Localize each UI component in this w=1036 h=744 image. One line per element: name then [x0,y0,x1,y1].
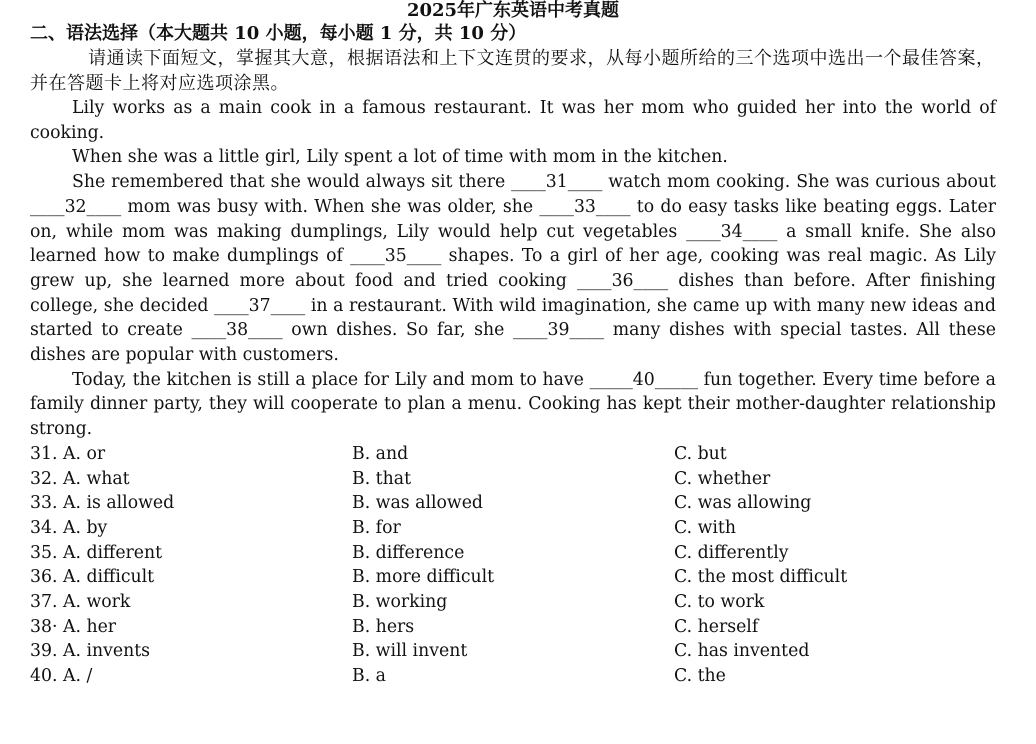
passage-text: She remembered that she would always sit there [72,172,512,193]
option-c: C. differently [674,542,789,563]
passage-text: in a restaurant. With wild imagination, she came up with many new ideas and started to create [30,295,996,341]
blank-35: ____35____ [350,246,442,267]
question-number: 33. [30,493,63,514]
passage-text: own dishes. So far, she [282,320,513,341]
option-c: C. but [674,443,727,464]
blank-34: ____34____ [686,221,778,242]
option-c: C. with [674,517,736,538]
passage-paragraph-2: When she was a little girl, Lily spent a lot of time with mom in the kitchen. [72,147,728,168]
question-number: 36. [30,567,63,588]
option-c: C. has invented [674,641,810,662]
question-row [30,467,996,492]
passage-text: Today, the kitchen is still a place for Lily and mom to have [72,369,590,390]
option-c: C. the [674,666,726,687]
passage-paragraph-4 [30,368,996,442]
passage-text: to do easy tasks like beating eggs. Later on, while mom was making dumplings, Lily would help cut vegetables [30,196,996,242]
question-row [30,590,996,615]
passage-paragraph-1: Lily works as a main cook in a famous restaurant. It was her mom who guided her into the world of cooking. [30,98,996,143]
passage-text: mom was busy with. When she was older, she [121,196,540,217]
option-b: B. for [352,517,401,538]
question-number: 39. [30,641,63,662]
option-b: B. difference [352,542,465,563]
option-b: B. hers [352,616,415,637]
option-b: B. and [352,443,409,464]
question-number: 40. [30,666,63,687]
question-number: 31. [30,443,63,464]
option-b: B. that [352,468,412,489]
passage-text: shapes. To a girl of her age, cooking was real magic. As Lily grew up, she learned more about food and tried cooking [30,246,996,291]
option-b: B. more difficult [352,567,495,588]
blank-37: ____37____ [214,295,306,316]
option-a: A. her [62,616,117,637]
option-c: C. the most difficult [674,567,848,588]
question-number: 38· [30,616,63,637]
section-heading: 二、语法选择（本大题共 10 小题，每小题 1 分，共 10 分） [30,23,527,44]
blank-31: ____31____ [511,172,603,193]
page-title: 2025年广东英语中考真题 [406,0,620,21]
question-number: 35. [30,542,63,563]
option-a: A. / [62,666,93,687]
option-a: A. what [62,468,130,489]
blank-39: ____39____ [512,320,605,341]
passage-text: many dishes with special tastes. All these dishes are popular with customers. [30,320,996,366]
question-row [30,541,996,566]
option-b: B. a [352,666,386,687]
question-row [30,615,996,640]
option-a: A. different [62,542,163,563]
question-number: 34. [30,517,63,538]
question-row [30,516,996,541]
question-row [30,639,996,664]
passage [30,96,996,442]
option-b: B. working [352,591,448,612]
option-a: A. work [62,591,131,612]
question-number: 37. [30,591,63,612]
passage-text: fun together. Every time before a family dinner party, they will cooperate to plan a menu. Cooking has kept their mother-daughter relationship strong. [30,369,996,440]
question-row [30,442,996,467]
question-row [30,491,996,516]
question-row [30,565,996,590]
instructions-text: 请通读下面短文，掌握其大意，根据语法和上下文连贯的要求，从每小题所给的三个选项中选出一个最佳答案，并在答题卡上将对应选项涂黑。 [30,48,995,94]
blank-32: ____32____ [30,196,122,217]
question-row [30,664,996,689]
question-number: 32. [30,468,63,489]
option-c: C. was allowing [674,493,812,514]
option-a: A. is allowed [62,493,175,514]
option-a: A. or [62,443,106,464]
passage-text: dishes than before. After finishing college, she decided [30,270,996,316]
option-a: A. by [62,517,108,538]
option-c: C. herself [674,616,759,637]
blank-38: ____38____ [191,320,283,341]
options-list [30,442,996,689]
blank-33: ____33____ [539,196,631,217]
option-c: C. to work [674,591,765,612]
option-b: B. will invent [352,641,468,662]
option-b: B. was allowed [352,493,483,514]
passage-text: a small knife. She also learned how to make dumplings of [30,221,996,267]
passage-text: watch mom cooking. She was curious about [602,172,996,193]
option-c: C. whether [674,468,771,489]
blank-36: ____36____ [577,270,669,291]
blank-40: _____40_____ [589,369,698,390]
option-a: A. difficult [62,567,155,588]
option-a: A. invents [62,641,151,662]
passage-paragraph-3 [30,170,996,368]
